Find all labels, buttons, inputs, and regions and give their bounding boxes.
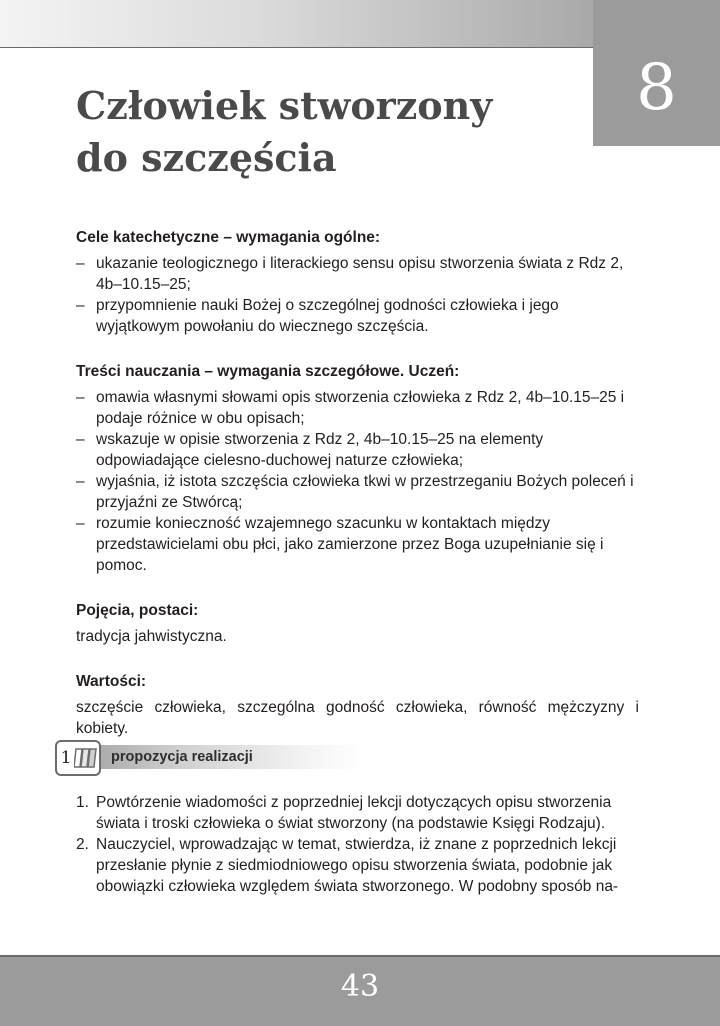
cards-icon	[55, 740, 101, 776]
lesson-content	[76, 227, 639, 739]
header-bar	[0, 0, 593, 48]
page-title-line-2: do szczęścia	[76, 135, 337, 180]
footer-bar	[0, 955, 720, 1026]
list-item	[76, 792, 640, 834]
concepts-heading: Pojęcia, postaci:	[76, 602, 199, 619]
page-title	[76, 80, 556, 184]
step-number: 1.	[76, 794, 89, 811]
content-heading: Treści nauczania – wymagania szczegółowe. Uczeń:	[76, 363, 460, 380]
list-item: – ukazanie teologicznego i literackiego sensu opisu stworzenia świata z Rdz 2, 4b–10.15–25;	[76, 253, 639, 295]
values-heading: Wartości:	[76, 673, 147, 690]
page-title-line-1: Człowiek stworzony	[76, 83, 493, 128]
goals-list	[76, 253, 639, 337]
concepts-text: tradycja jahwistyczna.	[76, 628, 227, 645]
list-item: – wyjaśnia, iż istota szczęścia człowieka tkwi w przestrzeganiu Bożych poleceń i przyjaźni ze Stwórcą;	[76, 471, 639, 513]
proposal-steps	[76, 792, 640, 897]
content-list	[76, 387, 639, 576]
list-item: – rozumie konieczność wzajemnego szacunku w kontaktach między przedstawicielami obu płci, jako zamierzone przez Boga uzupełnianie się i pomoc.	[76, 513, 639, 576]
values-text: szczęście człowieka, szczególna godność człowieka, równość mężczyzny i kobiety.	[76, 699, 639, 737]
list-item: – przypomnienie nauki Bożej o szczególnej godności człowieka i jego wyjątkowym powołaniu do wiecznego szczęścia.	[76, 295, 639, 337]
chapter-number-box	[593, 0, 720, 146]
proposal-number: 1	[60, 748, 72, 768]
step-number: 2.	[76, 836, 89, 853]
list-item: – wskazuje w opisie stworzenia z Rdz 2, 4b–10.15–25 na elementy odpowiadające cielesno-duchowej naturze człowieka;	[76, 429, 639, 471]
goals-heading: Cele katechetyczne – wymagania ogólne:	[76, 229, 381, 246]
proposal-banner	[55, 740, 365, 774]
chapter-number: 8	[636, 51, 677, 125]
step-text: Nauczyciel, wprowadzając w temat, stwierdza, iż znane z poprzednich lekcji przesłanie płynie z siedmiodniowego opisu stworzenia świata, podobnie jak obowiązki człowieka względem świata stworzonego. W podobny sposób na-	[96, 836, 619, 895]
list-item: – omawia własnymi słowami opis stworzenia człowieka z Rdz 2, 4b–10.15–25 i podaje różnice w obu opisach;	[76, 387, 639, 429]
step-text: Powtórzenie wiadomości z poprzedniej lekcji dotyczących opisu stworzenia świata i troski człowieka o świat stworzony (na podstawie Księgi Rodzaju).	[96, 794, 612, 832]
card-stack-icon	[74, 747, 98, 769]
proposal-label: propozycja realizacji	[111, 749, 253, 765]
list-item	[76, 834, 640, 897]
page-number: 43	[340, 969, 380, 1004]
